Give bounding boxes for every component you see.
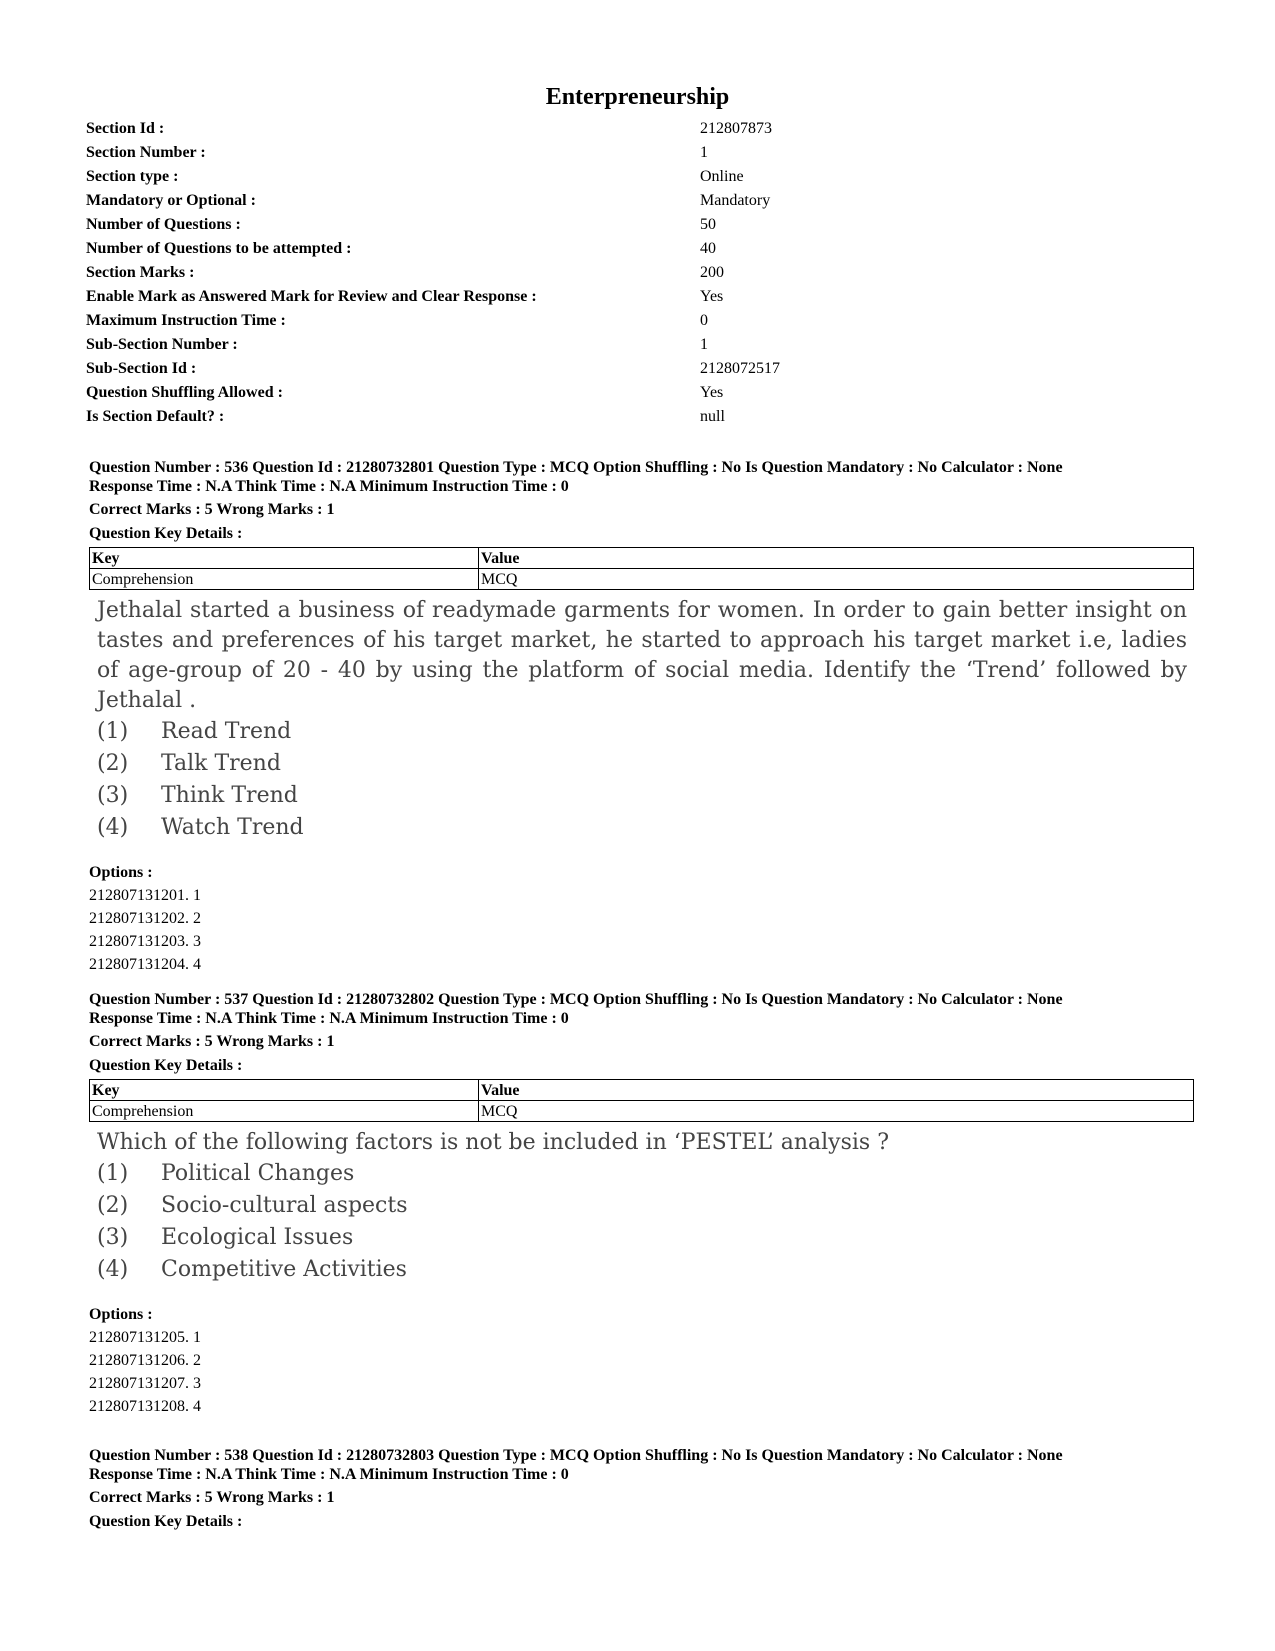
meta-label: Maximum Instruction Time : (86, 312, 286, 329)
choice-number: (4) (97, 815, 129, 840)
answer-choice (97, 812, 1189, 844)
table-cell: MCQ (479, 569, 1194, 590)
answer-choice (97, 1254, 1189, 1286)
table-header-cell: Value (479, 548, 1194, 569)
choice-number: (2) (97, 1193, 129, 1218)
meta-label: Is Section Default? : (86, 408, 225, 425)
section-marks-row (86, 263, 846, 287)
table-header-row (90, 548, 1194, 569)
enable-mark-row (86, 287, 846, 311)
section-info (86, 119, 846, 431)
meta-value: 212807873 (700, 120, 772, 137)
options-label: Options : (89, 1306, 153, 1323)
option-item: 212807131205. 1 (89, 1329, 201, 1346)
table-header-row (90, 1080, 1194, 1101)
option-item: 212807131202. 2 (89, 910, 201, 927)
meta-label: Section type : (86, 168, 179, 185)
meta-value: 1 (700, 336, 708, 353)
option-item: 212807131207. 3 (89, 1375, 201, 1392)
sub-section-id-row (86, 359, 846, 383)
question-header: Question Number : 536 Question Id : 21280732801 Question Type : MCQ Option Shuffling : No Is Question Mandatory : No Calculator : None (89, 459, 1063, 476)
question-text: Jethalal started a business of readymade garments for women. In order to gain better insight on tastes and preferences of his target market, he started to approach his target market i.e, ladies of age-group of 20 - 40 by using the platform of social media. Identify the ‘Trend’ followed by Jethalal . (97, 598, 1187, 713)
meta-value: null (700, 408, 725, 425)
meta-value: 1 (700, 144, 708, 161)
meta-value: Yes (700, 288, 724, 305)
choice-text: Socio-cultural aspects (161, 1193, 408, 1218)
meta-label: Section Marks : (86, 264, 195, 281)
key-details-table (89, 547, 1194, 590)
option-item: 212807131201. 1 (89, 887, 201, 904)
answer-choice (97, 748, 1189, 780)
question-header: Question Number : 538 Question Id : 21280732803 Question Type : MCQ Option Shuffling : No Is Question Mandatory : No Calculator : None (89, 1447, 1063, 1464)
question-timing: Response Time : N.A Think Time : N.A Minimum Instruction Time : 0 (89, 1010, 569, 1027)
answer-choice (97, 716, 1189, 748)
answer-choice (97, 1222, 1189, 1254)
table-header-cell: Key (90, 1080, 479, 1101)
page-title: Enterpreneurship (545, 84, 730, 110)
answer-choice (97, 1158, 1189, 1190)
table-cell: Comprehension (90, 569, 479, 590)
meta-value: 2128072517 (700, 360, 780, 377)
question-timing: Response Time : N.A Think Time : N.A Minimum Instruction Time : 0 (89, 478, 569, 495)
num-attempt-row (86, 239, 846, 263)
choice-number: (4) (97, 1257, 129, 1282)
meta-label: Question Shuffling Allowed : (86, 384, 283, 401)
key-details-label: Question Key Details : (89, 1513, 243, 1530)
table-cell: MCQ (479, 1101, 1194, 1122)
meta-value: 200 (700, 264, 724, 281)
table-row (90, 569, 1194, 590)
question-marks: Correct Marks : 5 Wrong Marks : 1 (89, 501, 335, 518)
choice-text: Ecological Issues (161, 1225, 354, 1250)
sub-section-number-row (86, 335, 846, 359)
key-details-label: Question Key Details : (89, 1057, 243, 1074)
choice-number: (2) (97, 751, 129, 776)
meta-value: 0 (700, 312, 708, 329)
question-536 (89, 458, 1189, 976)
choice-text: Political Changes (161, 1161, 355, 1186)
choice-number: (3) (97, 1225, 129, 1250)
shuffling-row (86, 383, 846, 407)
choice-text: Talk Trend (161, 751, 281, 776)
meta-label: Enable Mark as Answered Mark for Review and Clear Response : (86, 288, 537, 305)
question-538 (89, 1446, 1189, 1532)
answer-choice (97, 1190, 1189, 1222)
table-header-cell: Value (479, 1080, 1194, 1101)
choice-number: (1) (97, 719, 129, 744)
option-item: 212807131203. 3 (89, 933, 201, 950)
section-type-row (86, 167, 846, 191)
section-id-row (86, 119, 846, 143)
meta-label: Sub-Section Number : (86, 336, 238, 353)
meta-value: Yes (700, 384, 724, 401)
question-marks: Correct Marks : 5 Wrong Marks : 1 (89, 1033, 335, 1050)
option-item: 212807131206. 2 (89, 1352, 201, 1369)
meta-label: Number of Questions : (86, 216, 241, 233)
question-body (97, 596, 1189, 844)
question-537 (89, 990, 1189, 1418)
key-details-label: Question Key Details : (89, 525, 243, 542)
question-marks: Correct Marks : 5 Wrong Marks : 1 (89, 1489, 335, 1506)
meta-value: Mandatory (700, 192, 771, 209)
section-number-row (86, 143, 846, 167)
option-item: 212807131208. 4 (89, 1398, 201, 1415)
choice-number: (1) (97, 1161, 129, 1186)
option-item: 212807131204. 4 (89, 956, 201, 973)
choice-text: Competitive Activities (161, 1257, 407, 1282)
meta-label: Number of Questions to be attempted : (86, 240, 352, 257)
meta-value: 40 (700, 240, 716, 257)
question-header: Question Number : 537 Question Id : 21280732802 Question Type : MCQ Option Shuffling : No Is Question Mandatory : No Calculator : None (89, 991, 1063, 1008)
question-timing: Response Time : N.A Think Time : N.A Minimum Instruction Time : 0 (89, 1466, 569, 1483)
meta-value: 50 (700, 216, 716, 233)
meta-value: Online (700, 168, 744, 185)
section-default-row (86, 407, 846, 431)
mandatory-row (86, 191, 846, 215)
question-body (97, 1128, 1189, 1286)
num-questions-row (86, 215, 846, 239)
key-details-table (89, 1079, 1194, 1122)
choice-text: Read Trend (161, 719, 292, 744)
table-row (90, 1101, 1194, 1122)
meta-label: Sub-Section Id : (86, 360, 197, 377)
meta-label: Section Number : (86, 144, 206, 161)
choice-text: Watch Trend (161, 815, 304, 840)
question-text: Which of the following factors is not be included in ‘PESTEL’ analysis ? (97, 1130, 890, 1155)
choice-text: Think Trend (161, 783, 298, 808)
table-cell: Comprehension (90, 1101, 479, 1122)
answer-choice (97, 780, 1189, 812)
options-label: Options : (89, 864, 153, 881)
choice-number: (3) (97, 783, 129, 808)
meta-label: Mandatory or Optional : (86, 192, 256, 209)
max-instruction-row (86, 311, 846, 335)
table-header-cell: Key (90, 548, 479, 569)
meta-label: Section Id : (86, 120, 165, 137)
